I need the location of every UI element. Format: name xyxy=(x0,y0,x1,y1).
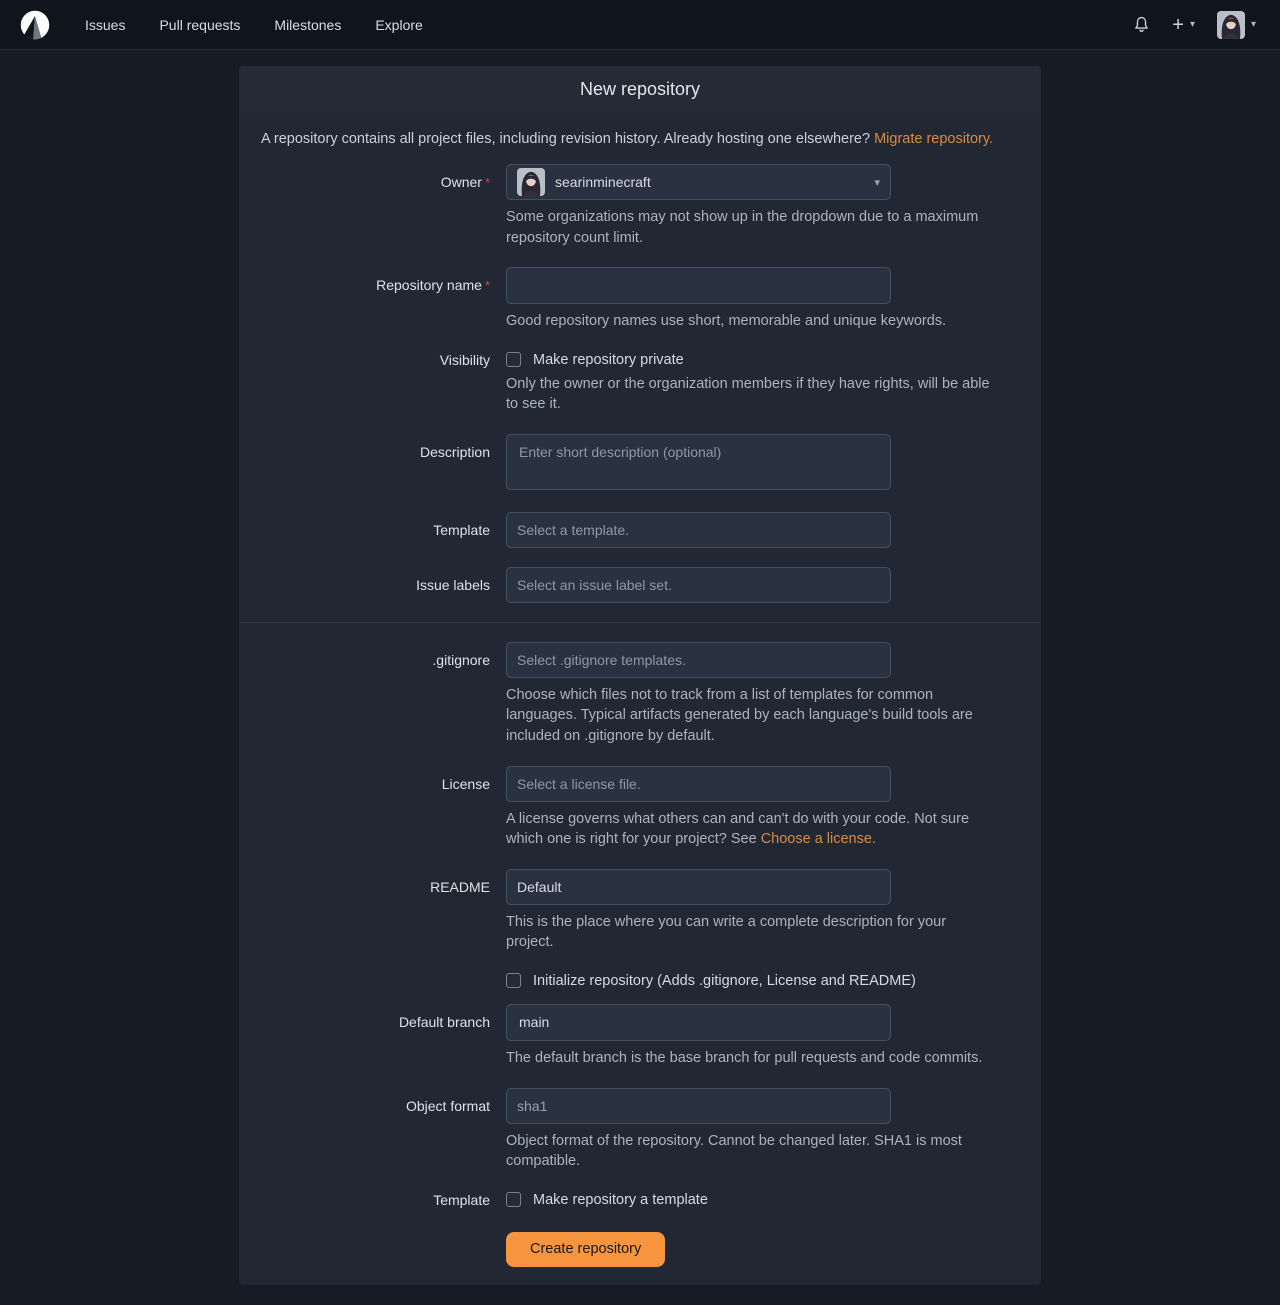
gitignore-placeholder: Select .gitignore templates. xyxy=(517,651,686,668)
intro-text xyxy=(261,131,1021,147)
object-format-helper-text: Object format of the repository. Cannot be changed later. SHA1 is most compatible. xyxy=(506,1132,962,1170)
gitignore-label xyxy=(259,642,506,747)
license-placeholder: Select a license file. xyxy=(517,775,641,792)
codeberg-logo[interactable] xyxy=(18,8,52,42)
repository-name-label xyxy=(259,267,506,332)
readme-helper-text: This is the place where you can write a complete description for your project. xyxy=(506,913,947,951)
repository-name-label-text: Repository name xyxy=(376,277,482,294)
owner-selected-value: searinminecraft xyxy=(555,174,651,190)
page-title: New repository xyxy=(579,79,701,99)
issue-labels-label xyxy=(259,567,506,603)
owner-helper-text: Some organizations may not show up in the dropdown due to a maximum repository count limit. xyxy=(506,209,979,246)
new-repository-panel xyxy=(239,66,1041,1285)
submit-row xyxy=(259,1232,1021,1267)
license-row xyxy=(259,766,1021,850)
template-label-text: Template xyxy=(433,521,490,538)
notifications-bell-icon[interactable] xyxy=(1133,16,1150,33)
visibility-label xyxy=(259,351,506,415)
page-content xyxy=(0,50,1280,1285)
submit-empty-label xyxy=(259,1232,506,1267)
template-flag-label-text: Template xyxy=(433,1191,490,1208)
owner-label xyxy=(259,164,506,248)
required-asterisk: * xyxy=(484,278,490,294)
template-label xyxy=(259,512,506,548)
owner-avatar xyxy=(517,168,545,196)
object-format-row xyxy=(259,1088,1021,1172)
private-checkbox-label[interactable]: Make repository private xyxy=(533,351,684,368)
description-row xyxy=(259,434,1021,493)
visibility-helper-text: Only the owner or the organization members if they have rights, will be able to see it. xyxy=(506,375,990,413)
user-avatar xyxy=(1217,11,1245,39)
gitignore-label-text: .gitignore xyxy=(432,651,490,668)
description-textarea[interactable] xyxy=(506,434,891,490)
section-divider xyxy=(239,622,1041,623)
description-label xyxy=(259,434,506,493)
private-checkbox[interactable] xyxy=(506,352,521,367)
initialize-repository-checkbox-label[interactable]: Initialize repository (Adds .gitignore, License and README) xyxy=(533,972,916,989)
readme-row xyxy=(259,869,1021,953)
template-placeholder: Select a template. xyxy=(517,521,630,538)
gitignore-select[interactable] xyxy=(506,642,891,678)
readme-label xyxy=(259,869,506,953)
license-label-text: License xyxy=(441,775,490,792)
template-select[interactable] xyxy=(506,512,891,548)
issue-labels-row xyxy=(259,567,1021,603)
choose-a-license-link[interactable]: Choose a license. xyxy=(760,831,876,848)
template-flag-checkbox[interactable] xyxy=(506,1192,521,1207)
chevron-down-icon: ▾ xyxy=(1189,18,1195,30)
initialize-empty-label xyxy=(259,972,506,989)
object-format-select[interactable] xyxy=(506,1088,891,1124)
license-label xyxy=(259,766,506,850)
issue-labels-label-text: Issue labels xyxy=(416,576,490,593)
object-format-label xyxy=(259,1088,506,1172)
repository-name-input[interactable] xyxy=(506,267,891,304)
template-flag-checkbox-label[interactable]: Make repository a template xyxy=(533,1191,708,1208)
object-format-label-text: Object format xyxy=(405,1097,490,1114)
repository-name-row xyxy=(259,267,1021,332)
plus-icon: + xyxy=(1172,13,1184,36)
gitignore-row xyxy=(259,642,1021,747)
license-helper-text xyxy=(506,809,996,850)
default-branch-label-text: Default branch xyxy=(398,1013,490,1030)
nav-item-pull-requests[interactable]: Pull requests xyxy=(159,16,241,33)
default-branch-label xyxy=(259,1004,506,1069)
owner-label-text: Owner xyxy=(440,174,482,190)
required-asterisk: * xyxy=(484,175,490,190)
nav-item-issues[interactable]: Issues xyxy=(85,16,126,33)
readme-select[interactable] xyxy=(506,869,891,905)
default-branch-input[interactable] xyxy=(506,1004,891,1041)
initialize-repository-checkbox[interactable] xyxy=(506,973,521,988)
owner-row xyxy=(259,164,1021,248)
gitignore-helper-text: Choose which files not to track from a list of templates for common languages. Typical artifacts generated by each language's build tools are included on .gitignore by default. xyxy=(506,686,973,745)
create-new-dropdown[interactable] xyxy=(1172,15,1195,35)
license-select[interactable] xyxy=(506,766,891,802)
nav-item-milestones[interactable]: Milestones xyxy=(274,16,342,33)
intro-static-text: A repository contains all project files, including revision history. Already hosting one elsewhere? xyxy=(261,131,875,147)
panel-header xyxy=(239,66,1041,113)
user-menu-dropdown[interactable] xyxy=(1217,11,1256,39)
top-navbar xyxy=(0,0,1280,50)
object-format-selected-value: sha1 xyxy=(517,1097,548,1114)
nav-links xyxy=(68,0,440,50)
repository-name-helper-text: Good repository names use short, memorable and unique keywords. xyxy=(506,313,947,330)
default-branch-row xyxy=(259,1004,1021,1069)
readme-selected-value: Default xyxy=(517,878,562,895)
nav-item-explore[interactable]: Explore xyxy=(375,16,423,33)
visibility-row xyxy=(259,351,1021,415)
panel-body xyxy=(239,113,1041,1267)
issue-labels-select[interactable] xyxy=(506,567,891,603)
visibility-label-text: Visibility xyxy=(439,351,490,368)
issue-labels-placeholder: Select an issue label set. xyxy=(517,576,672,593)
template-flag-row xyxy=(259,1191,1021,1208)
default-branch-helper-text: The default branch is the base branch for pull requests and code commits. xyxy=(506,1049,983,1066)
create-repository-button[interactable]: Create repository xyxy=(506,1232,665,1267)
description-label-text: Description xyxy=(419,443,490,460)
template-flag-label xyxy=(259,1191,506,1208)
chevron-down-icon: ▾ xyxy=(1250,18,1256,30)
chevron-down-icon: ▾ xyxy=(874,176,880,189)
template-select-row xyxy=(259,512,1021,548)
owner-select[interactable] xyxy=(506,164,891,200)
license-helper-static: A license governs what others can and can't do with your code. Not sure which one is right for your project? See xyxy=(506,810,970,848)
nav-right-actions xyxy=(1133,11,1256,39)
readme-label-text: README xyxy=(430,878,490,895)
initialize-repository-row xyxy=(259,972,1021,989)
migrate-repository-link[interactable]: Migrate repository. xyxy=(874,131,994,147)
